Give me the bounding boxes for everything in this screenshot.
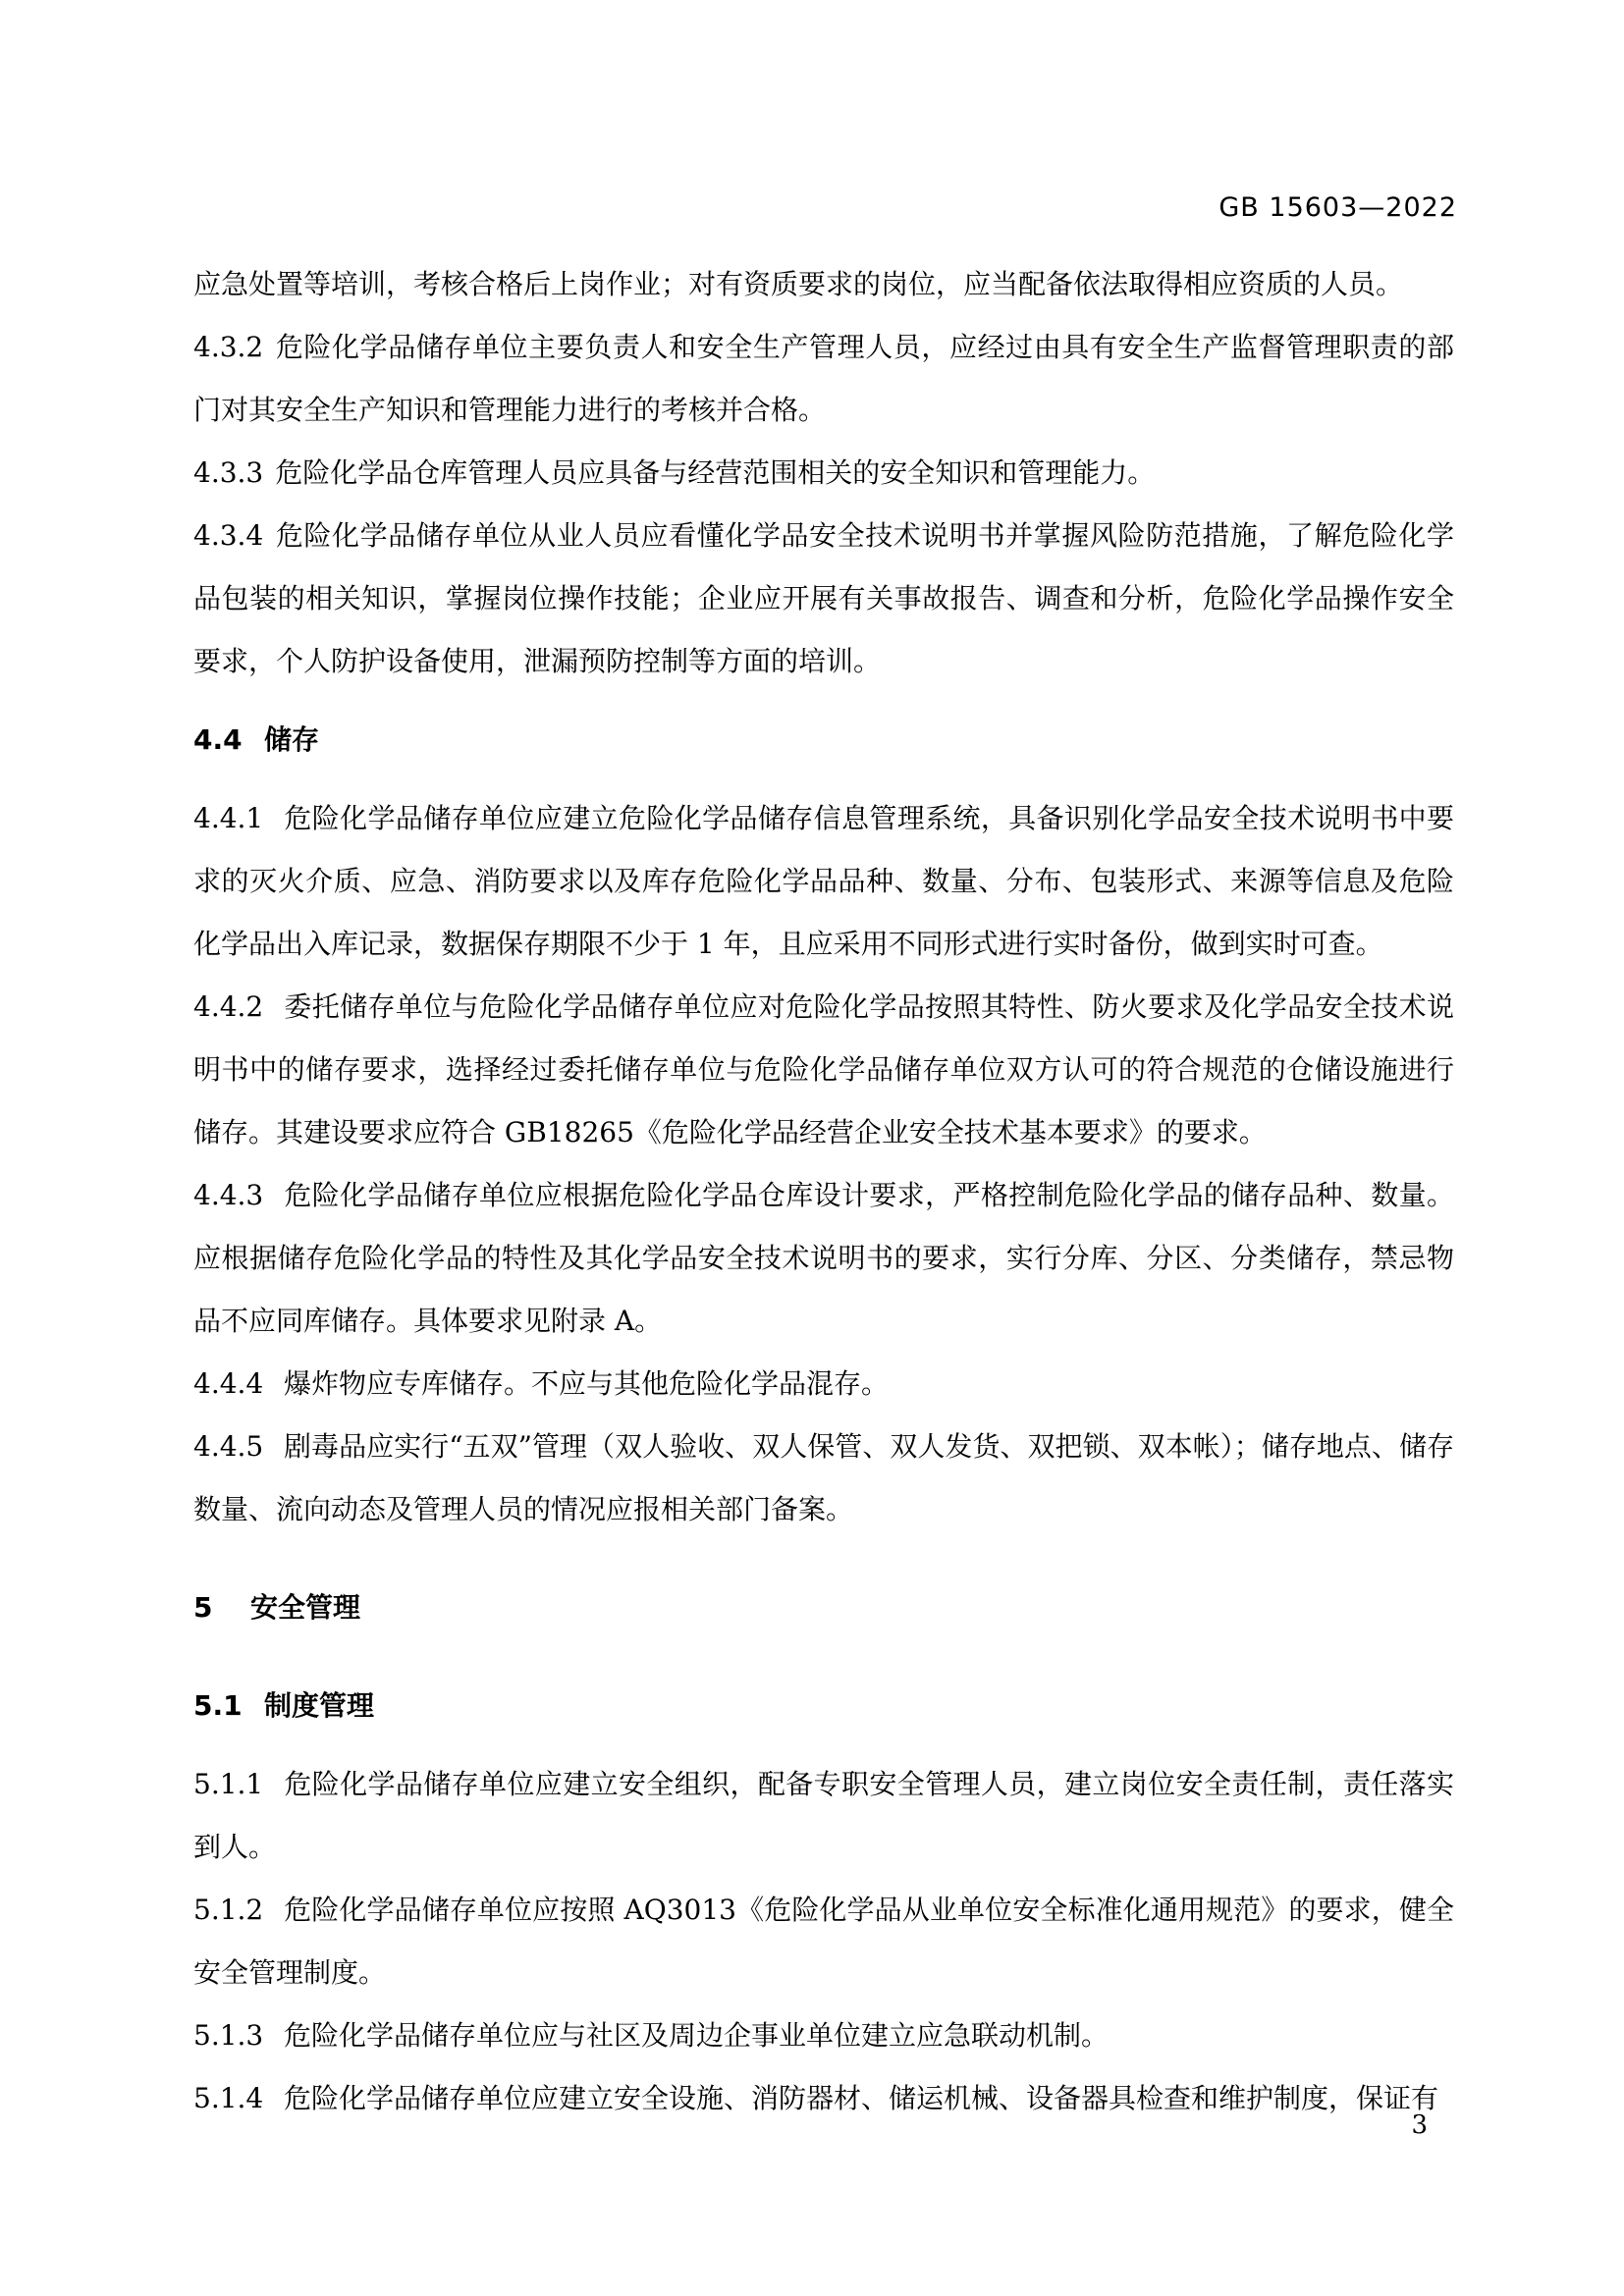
clause-text: 危险化学品储存单位从业人员应看懂化学品安全技术说明书并掌握风险防范措施，了解危险化学品包装的相关知识，掌握岗位操作技能；企业应开展有关事故报告、调查和分析，危险化学品操作安全要求，个人防护设备使用，泄漏预防控制等方面的培训。 bbox=[193, 519, 1454, 677]
clause-4-4-2 bbox=[193, 976, 1454, 1164]
clause-5-1-3 bbox=[193, 2004, 1454, 2067]
clause-number: 4.4.2 bbox=[193, 990, 264, 1023]
chapter-heading-5 bbox=[193, 1576, 1454, 1639]
clause-text: 委托储存单位与危险化学品储存单位应对危险化学品按照其特性、防火要求及化学品安全技术说明书中的储存要求，选择经过委托储存单位与危险化学品储存单位双方认可的符合规范的仓储设施进行储存。其建设要求应符合 GB18265《危险化学品经营企业安全技术基本要求》的要求。 bbox=[193, 990, 1454, 1148]
paragraph-text: 应急处置等培训，考核合格后上岗作业；对有资质要求的岗位，应当配备依法取得相应资质的人员。 bbox=[193, 268, 1404, 300]
clause-5-1-4 bbox=[193, 2067, 1454, 2130]
section-title: 制度管理 bbox=[264, 1689, 375, 1722]
chapter-title: 安全管理 bbox=[250, 1591, 361, 1624]
clause-number: 4.4.5 bbox=[193, 1430, 264, 1463]
clause-text: 剧毒品应实行“五双”管理（双人验收、双人保管、双人发货、双把锁、双本帐）；储存地点、储存数量、流向动态及管理人员的情况应报相关部门备案。 bbox=[193, 1430, 1454, 1525]
clause-number: 5.1.4 bbox=[193, 2082, 264, 2114]
clause-text: 危险化学品储存单位应与社区及周边企事业单位建立应急联动机制。 bbox=[284, 2019, 1110, 2052]
section-heading-5-1 bbox=[193, 1675, 1454, 1737]
clause-4-3-3 bbox=[193, 442, 1454, 505]
section-title: 储存 bbox=[264, 723, 320, 756]
clause-text: 危险化学品储存单位应建立安全组织，配备专职安全管理人员，建立岗位安全责任制，责任落实到人。 bbox=[193, 1768, 1454, 1863]
section-heading-4-4 bbox=[193, 709, 1454, 772]
page-number: 3 bbox=[1411, 2110, 1428, 2140]
section-number: 4.4 bbox=[193, 723, 243, 756]
section-number: 5.1 bbox=[193, 1689, 243, 1722]
clause-number: 4.3.3 bbox=[193, 456, 264, 489]
clause-number: 4.4.1 bbox=[193, 802, 264, 834]
clause-4-4-3 bbox=[193, 1164, 1454, 1353]
clause-4-4-4 bbox=[193, 1353, 1454, 1415]
clause-text: 危险化学品储存单位应根据危险化学品仓库设计要求，严格控制危险化学品的储存品种、数量。应根据储存危险化学品的特性及其化学品安全技术说明书的要求，实行分库、分区、分类储存，禁忌物品不应同库储存。具体要求见附录 A。 bbox=[193, 1179, 1454, 1337]
clause-4-3-4 bbox=[193, 505, 1454, 693]
standard-code: GB 15603—2022 bbox=[1218, 192, 1457, 223]
clause-text: 危险化学品储存单位应建立危险化学品储存信息管理系统，具备识别化学品安全技术说明书中要求的灭火介质、应急、消防要求以及库存危险化学品品种、数量、分布、包装形式、来源等信息及危险化学品出入库记录，数据保存期限不少于 1 年，且应采用不同形式进行实时备份，做到实时可查。 bbox=[193, 802, 1454, 960]
clause-4-4-5 bbox=[193, 1415, 1454, 1541]
clause-number: 4.3.2 bbox=[193, 331, 264, 363]
clause-4-3-2 bbox=[193, 316, 1454, 442]
clause-text: 危险化学品储存单位应按照 AQ3013《危险化学品从业单位安全标准化通用规范》的要求，健全安全管理制度。 bbox=[193, 1894, 1454, 1989]
clause-number: 5.1.1 bbox=[193, 1768, 264, 1800]
paragraph bbox=[193, 253, 1454, 316]
clause-number: 4.4.3 bbox=[193, 1179, 264, 1211]
clause-text: 爆炸物应专库储存。不应与其他危险化学品混存。 bbox=[284, 1367, 890, 1400]
clause-5-1-1 bbox=[193, 1753, 1454, 1879]
clause-number: 5.1.2 bbox=[193, 1894, 264, 1926]
clause-text: 危险化学品仓库管理人员应具备与经营范围相关的安全知识和管理能力。 bbox=[275, 456, 1156, 489]
clause-text: 危险化学品储存单位应建立安全设施、消防器材、储运机械、设备器具检查和维护制度，保证有 bbox=[284, 2082, 1439, 2114]
document-body bbox=[193, 253, 1454, 2130]
clause-number: 5.1.3 bbox=[193, 2019, 264, 2052]
clause-number: 4.3.4 bbox=[193, 519, 264, 552]
clause-5-1-2 bbox=[193, 1879, 1454, 2004]
clause-number: 4.4.4 bbox=[193, 1367, 264, 1400]
clause-4-4-1 bbox=[193, 787, 1454, 976]
chapter-number: 5 bbox=[193, 1591, 213, 1624]
clause-text: 危险化学品储存单位主要负责人和安全生产管理人员，应经过由具有安全生产监督管理职责的部门对其安全生产知识和管理能力进行的考核并合格。 bbox=[193, 331, 1454, 426]
